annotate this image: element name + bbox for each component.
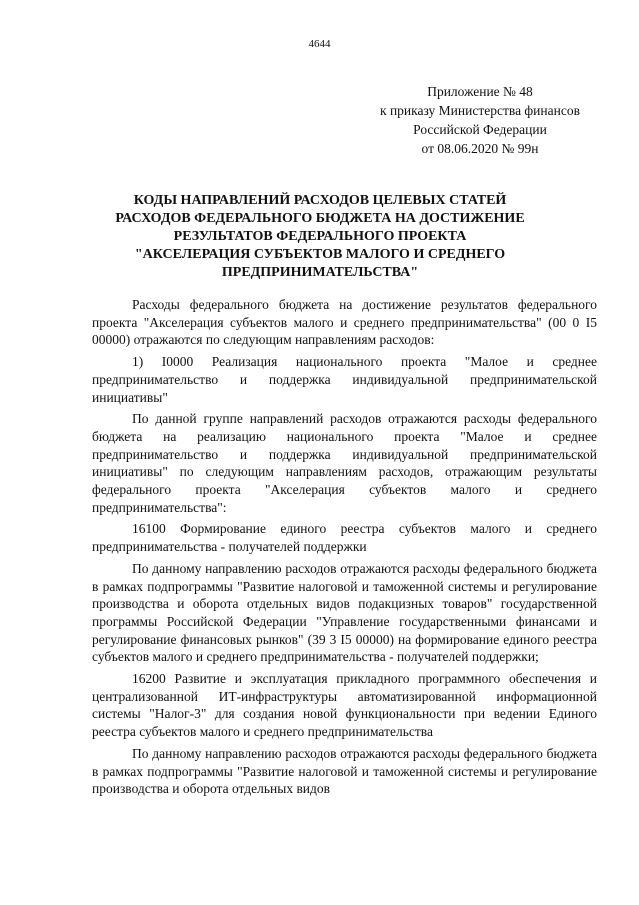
body-paragraph: По данному направлению расходов отражаются расходы федерального бюджета в рамках подпрограммы "Развитие налоговой и таможенной системы и регулирование производства и оборота отдельных видов xyxy=(92,745,597,797)
page-number: 4644 xyxy=(308,38,331,50)
body-paragraph: 16200 Развитие и эксплуатация прикладного программного обеспечения и централизованной ИТ-инфраструктуры автоматизированной информационной системы "Налог-3" для создания новой функциональности при ведении Единого реестра субъектов малого и среднего предпринимательства xyxy=(92,671,597,740)
title-line: РАСХОДОВ ФЕДЕРАЛЬНОГО БЮДЖЕТА НА ДОСТИЖЕНИЕ xyxy=(115,211,525,226)
appendix-line: Российской Федерации xyxy=(413,122,547,137)
title-line: КОДЫ НАПРАВЛЕНИЙ РАСХОДОВ ЦЕЛЕВЫХ СТАТЕЙ xyxy=(133,193,507,208)
appendix-line: Приложение № 48 xyxy=(427,84,533,99)
document-body xyxy=(92,296,597,802)
title-line: "АКСЕЛЕРАЦИЯ СУБЪЕКТОВ МАЛОГО И СРЕДНЕГО xyxy=(134,247,506,262)
title-line: РЕЗУЛЬТАТОВ ФЕДЕРАЛЬНОГО ПРОЕКТА xyxy=(173,229,467,244)
document-title xyxy=(95,192,545,282)
body-paragraph: По данному направлению расходов отражаются расходы федерального бюджета в рамках подпрограммы "Развитие налоговой и таможенной системы и регулирование производства и оборота отдельных видов подакцизных товаров" государственной программы Российской Федерации "Управление государственными финансами и регулирование финансовых рынков" (39 3 I5 00000) на формирование единого реестра субъектов малого и среднего предпринимательства - получателей поддержки; xyxy=(92,560,597,665)
body-paragraph: По данной группе направлений расходов отражаются расходы федерального бюджета на реализацию национального проекта "Малое и среднее предпринимательство и поддержка индивидуальной предпринимательской инициативы" по следующим направлениям расходов, отражающим результаты федерального проекта "Акселерация субъектов малого и среднего предпринимательства": xyxy=(92,411,597,515)
appendix-line: от 08.06.2020 № 99н xyxy=(421,141,539,156)
title-line: ПРЕДПРИНИМАТЕЛЬСТВА" xyxy=(221,265,419,280)
body-paragraph: 1) I0000 Реализация национального проекта "Малое и среднее предпринимательство и поддержка индивидуальной предпринимательской инициативы" xyxy=(92,354,597,405)
appendix-header xyxy=(330,82,630,158)
appendix-line: к приказу Министерства финансов xyxy=(380,103,580,118)
body-paragraph: 16100 Формирование единого реестра субъектов малого и среднего предпринимательства - получателей поддержки xyxy=(92,521,597,555)
body-paragraph: Расходы федерального бюджета на достижение результатов федерального проекта "Акселерация субъектов малого и среднего предпринимательства" (00 0 I5 00000) отражаются по следующим направлениям расходов: xyxy=(92,297,597,348)
